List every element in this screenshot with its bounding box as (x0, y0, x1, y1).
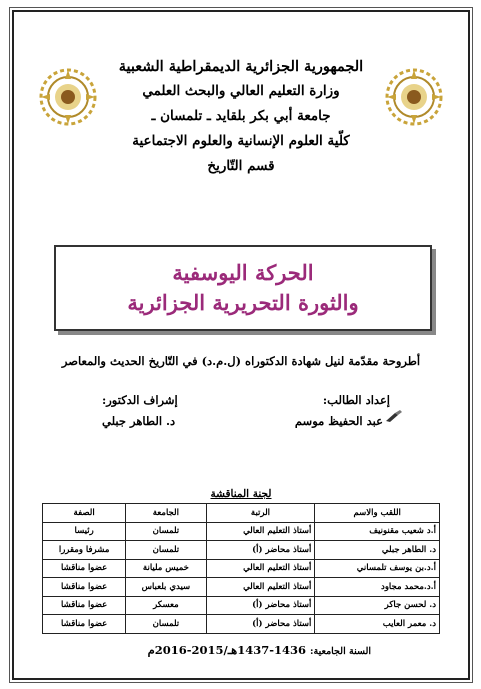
member-rank: أستاذ محاضر (أ) (206, 596, 315, 615)
member-role: مشرفا ومقررا (43, 541, 126, 560)
supervisor-name: د. الطاهر جبلي (102, 414, 176, 428)
header-rank: الرتبة (206, 504, 315, 523)
member-rank: أستاذ التعليم العالي (206, 522, 315, 541)
member-role: عضوا مناقشا (43, 578, 126, 597)
academic-year (148, 643, 371, 657)
member-name: أ.د.محمد مجاود (315, 578, 440, 597)
header-university: الجامعة (126, 504, 206, 523)
table-row (43, 522, 440, 541)
table-header-row (43, 504, 440, 523)
supervisor-label: إشراف الدكتور: (102, 393, 178, 407)
university-seal-icon (384, 67, 444, 127)
member-name: أ.د شعيب مقنونيف (315, 522, 440, 541)
university-seal-icon (38, 67, 98, 127)
member-role: عضوا مناقشا (43, 615, 126, 634)
thesis-title-box (54, 245, 432, 331)
committee-title: لجنة المناقشة (210, 488, 272, 500)
table-row (43, 578, 440, 597)
member-name: د. الطاهر جبلي (315, 541, 440, 560)
committee-table (42, 503, 440, 634)
student-name: عبد الحفيظ موسم (294, 414, 383, 428)
member-university: تلمسان (126, 541, 206, 560)
header-name: اللقب والاسم (315, 504, 440, 523)
member-university: خميس مليانة (126, 559, 206, 578)
institution-header (109, 54, 373, 179)
member-university: سيدي بلعباس (126, 578, 206, 597)
member-rank: أستاذ محاضر (أ) (206, 615, 315, 634)
thesis-description: أطروحة مقدّمة لنيل شهادة الدكتوراه (ل.م.د) في التّاريخ الحديث والمعاصر (61, 354, 421, 368)
thesis-title-line1: الحركة اليوسفية (172, 260, 314, 285)
table-row (43, 559, 440, 578)
member-name: د. لحسن جاكر (315, 596, 440, 615)
table-row (43, 615, 440, 634)
member-role: رئيسا (43, 522, 126, 541)
member-name: أ.د.بن يوسف تلمساني (315, 559, 440, 578)
university-name: جامعة أبي بكر بلقايد ـ تلمسان ـ (151, 108, 331, 124)
member-rank: أستاذ التعليم العالي (206, 559, 315, 578)
faculty-name: كلّية العلوم الإنسانية والعلوم الاجتماعية (132, 133, 350, 149)
academic-year-label: السنة الجامعية: (310, 646, 371, 657)
header-role: الصفة (43, 504, 126, 523)
student-label: إعداد الطالب: (322, 393, 390, 407)
department-name: قسم التّاريخ (207, 158, 275, 174)
table-row (43, 596, 440, 615)
member-university: تلمسان (126, 522, 206, 541)
member-university: تلمسان (126, 615, 206, 634)
pen-hand-icon (385, 409, 403, 423)
table-row (43, 541, 440, 560)
academic-year-value: 1436-1437هـ/2015-2016م (147, 643, 306, 657)
member-rank: أستاذ التعليم العالي (206, 578, 315, 597)
ministry-name: وزارة التعليم العالي والبحث العلمي (142, 83, 340, 99)
member-name: د. معمر العايب (315, 615, 440, 634)
member-rank: أستاذ محاضر (أ) (206, 541, 315, 560)
republic-name: الجمهورية الجزائرية الديمقراطية الشعبية (118, 58, 364, 75)
member-role: عضوا مناقشا (43, 596, 126, 615)
member-university: معسكر (126, 596, 206, 615)
thesis-title-line2: والثورة التحريرية الجزائرية (127, 290, 359, 315)
member-role: عضوا مناقشا (43, 559, 126, 578)
